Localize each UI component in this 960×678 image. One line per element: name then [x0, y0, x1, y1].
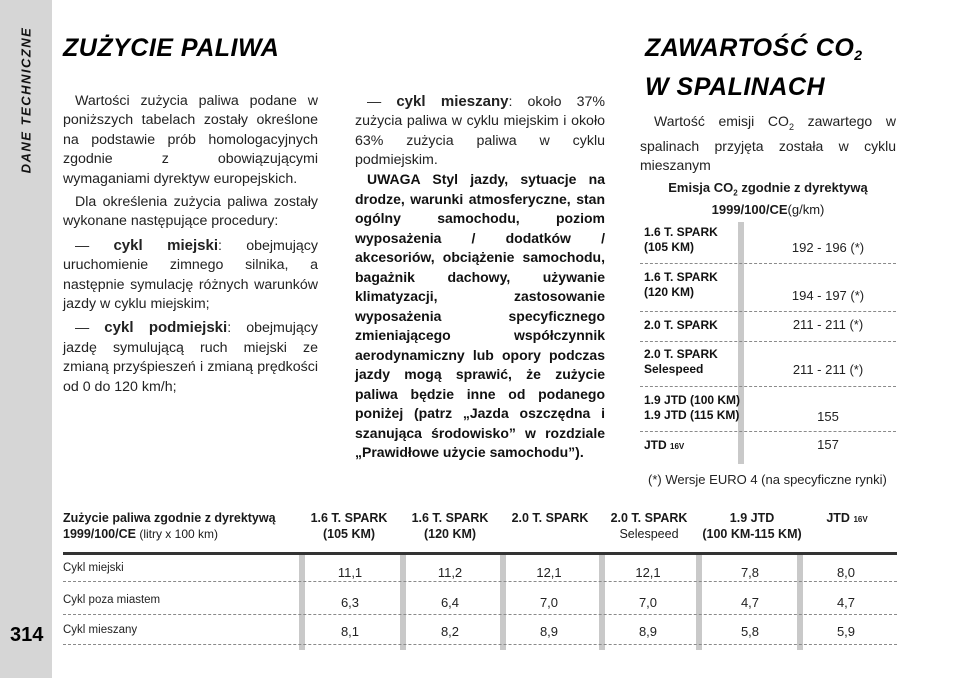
- co2-heading-line2: W SPALINACH: [645, 73, 826, 101]
- co2-intro-part1: Wartość emisji CO: [654, 113, 789, 129]
- consumption-cell: 8,9: [638, 624, 658, 639]
- co2-row-model: 2.0 T. SPARK Selespeed: [644, 347, 718, 376]
- co2-heading: [645, 32, 863, 103]
- co2-row-model: 1.6 T. SPARK (105 KM): [644, 225, 718, 254]
- consumption-cell: 11,2: [437, 565, 463, 580]
- row-rule: [63, 644, 897, 645]
- mixed-cycle-label: cykl mieszany: [396, 93, 509, 110]
- consumption-cell: 7,0: [539, 595, 559, 610]
- co2-intro-subscript: 2: [788, 121, 794, 132]
- extra-urban-cycle-paragraph: — cykl podmiejski: obejmujący jazdę symulującą ruch miejski ze zmianą przyśpieszeń i zmianą prędkości od 0 do 120 km/h;: [63, 319, 318, 395]
- consumption-cell: 4,7: [836, 595, 856, 610]
- consumption-cell: 6,4: [440, 595, 460, 610]
- consumption-cell: 8,2: [440, 624, 460, 639]
- consumption-cell: 7,8: [740, 565, 760, 580]
- urban-cycle-text: : obejmujący uruchomienie zimnego silnika, a następnie symulację różnych warunków jazdy w cyklu miejskim;: [63, 237, 318, 313]
- fuel-intro-paragraph: Wartości zużycia paliwa podane w poniższych tabelach zostały określone na podstawie prób homologacyjnych zgodnie z obowiązującymi wymaganiami dyrektyw europejskich.: [63, 93, 318, 187]
- consumption-column-header: 1.6 T. SPARK (105 KM): [310, 511, 388, 541]
- co2-row-value: 155: [817, 409, 839, 424]
- consumption-cell: 12,1: [536, 565, 562, 580]
- consumption-column-header: 2.0 T. SPARK Selespeed: [610, 511, 688, 541]
- consumption-column-header: 2.0 T. SPARK: [511, 511, 589, 525]
- co2-row-value: 194 - 197 (*): [791, 288, 865, 303]
- consumption-heading-directive: 1999/100/CE: [63, 527, 136, 541]
- consumption-column-header: 1.6 T. SPARK (120 KM): [411, 511, 489, 541]
- co2-row-model: 2.0 T. SPARK: [644, 318, 718, 332]
- consumption-cell: 7,0: [638, 595, 658, 610]
- consumption-cell: 4,7: [740, 595, 760, 610]
- co2-intro-part2: zawartego w spalinach przyjęta została w cyklu mieszanym: [640, 113, 896, 173]
- consumption-row-label: Cykl mieszany: [63, 624, 138, 636]
- side-tab: [0, 0, 52, 678]
- co2-table-unit: (g/km): [787, 201, 825, 217]
- fuel-text-column-2: [355, 92, 605, 175]
- co2-row: [640, 432, 896, 464]
- co2-row-value: 192 - 196 (*): [791, 240, 865, 255]
- co2-row-model: 1.9 JTD (100 KM) 1.9 JTD (115 KM): [644, 393, 741, 422]
- consumption-column-header: 1.9 JTD (100 KM-115 KM): [702, 511, 802, 541]
- consumption-cell: 5,8: [740, 624, 760, 639]
- warning-note: UWAGA Styl jazdy, sytuacje na drodze, warunki atmosferyczne, stan ogólny samochodu, poziom wyposażenia / dodatków / akcesoriów, obciążenie samochodu, bagażnik dachowy, używanie klimatyzacji, zastosowanie wyposażenia specyficznego zmieniającego współczynnik aerodynamiczny lub opory podczas jazdy mogą sprawić, że zużycie paliwa będzie inne od podanego poniżej (patrz „Jazda oszczędna i szanująca środowisko” w rozdziale „Prawidłowe użycie samochodu”).: [355, 171, 605, 460]
- fuel-consumption-table: [63, 510, 897, 650]
- co2-table-directive: 1999/100/CE: [711, 201, 788, 217]
- co2-heading-line1: ZAWARTOŚĆ CO: [645, 34, 855, 62]
- consumption-column-header: JTD 16V: [826, 511, 868, 525]
- page-number: 314: [10, 624, 44, 646]
- consumption-table-top-rule: [63, 552, 897, 555]
- co2-row-value: 211 - 211 (*): [792, 362, 864, 377]
- co2-heading-subscript: 2: [854, 47, 863, 63]
- consumption-cell: 8,1: [340, 624, 360, 639]
- consumption-cell: 6,3: [340, 595, 360, 610]
- consumption-cell: 8,9: [539, 624, 559, 639]
- consumption-table-heading: [63, 510, 303, 542]
- extra-urban-cycle-label: cykl podmiejski: [104, 319, 228, 337]
- fuel-procedures-paragraph: Dla określenia zużycia paliwa zostały wykonane następujące procedury:: [63, 194, 318, 230]
- urban-cycle-paragraph: — cykl miejski: obejmujący uruchomienie zimnego silnika, a następnie symulację różnych warunków jazdy w cyklu miejskim;: [63, 236, 318, 313]
- section-title-vertical: DANE TECHNICZNE: [18, 26, 34, 174]
- fuel-text-column-1: [63, 92, 318, 401]
- co2-row: [640, 387, 896, 432]
- co2-table-heading: [640, 180, 896, 218]
- consumption-heading-unit: (litry x 100 km): [135, 527, 218, 541]
- co2-intro-text: [640, 112, 896, 175]
- co2-row: [640, 222, 896, 264]
- consumption-cell: 8,0: [836, 565, 856, 580]
- co2-emission-table: [640, 222, 896, 464]
- co2-row: [640, 342, 896, 387]
- consumption-row-label: Cykl poza miastem: [63, 594, 161, 606]
- row-rule: [63, 614, 897, 615]
- consumption-cell: 12,1: [635, 565, 661, 580]
- co2-footnote: (*) Wersje EURO 4 (na specyficzne rynki): [648, 472, 887, 487]
- co2-table-heading-subscript: 2: [733, 188, 738, 198]
- co2-row-value: 157: [817, 437, 839, 452]
- co2-row-value: 211 - 211 (*): [792, 317, 864, 332]
- co2-table-heading-part1: Emisja CO: [668, 180, 734, 195]
- co2-row: [640, 312, 896, 342]
- co2-row-model: JTD 16V: [644, 438, 685, 452]
- consumption-cell: 11,1: [337, 565, 363, 580]
- co2-row: [640, 264, 896, 312]
- mixed-cycle-text: : około 37% zużycia paliwa w cyklu miejskim i około 63% zużycia paliwa w cyklu podmiejskim.: [355, 94, 605, 169]
- mixed-cycle-paragraph: — cykl mieszany: około 37% zużycia paliwa w cyklu miejskim i około 63% zużycia paliwa w cyklu podmiejskim.: [355, 93, 605, 169]
- fuel-consumption-heading: ZUŻYCIE PALIWA: [63, 34, 280, 62]
- extra-urban-cycle-text: : obejmujący jazdę symulującą ruch miejski ze zmianą przyśpieszeń i zmianą prędkości od 0 do 120 km/h;: [63, 320, 318, 395]
- co2-row-model: 1.6 T. SPARK (120 KM): [644, 270, 718, 299]
- consumption-row-label: Cykl miejski: [63, 562, 124, 574]
- co2-table-heading-part2: zgodnie z dyrektywą: [737, 180, 868, 195]
- consumption-cell: 5,9: [836, 624, 856, 639]
- row-rule: [63, 581, 897, 582]
- urban-cycle-label: cykl miejski: [113, 236, 219, 254]
- consumption-heading-line1: Zużycie paliwa zgodnie z dyrektywą: [63, 511, 276, 525]
